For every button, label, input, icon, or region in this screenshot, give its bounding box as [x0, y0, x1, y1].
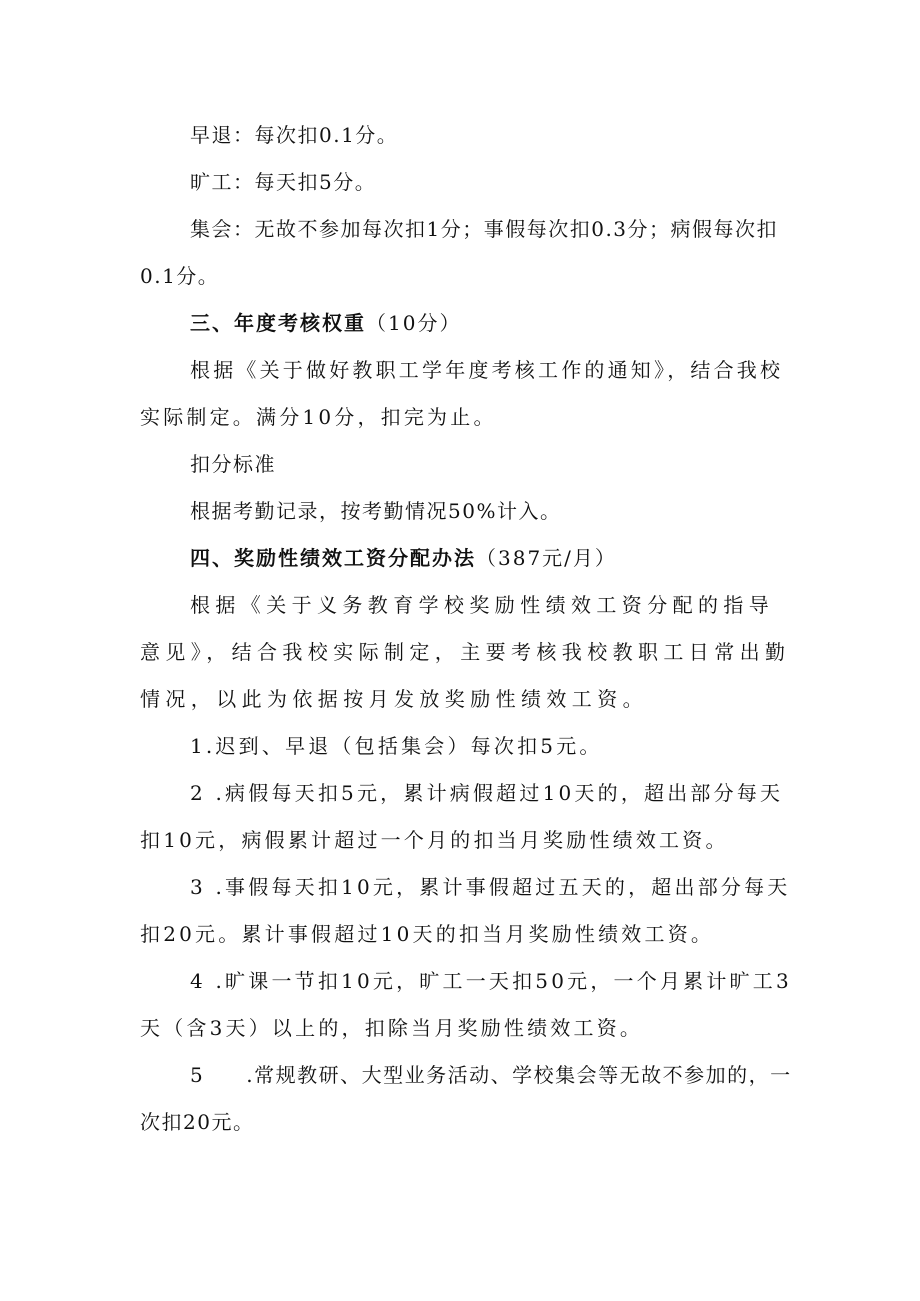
paragraph-absent: 旷工：每天扣5分。 [190, 170, 377, 194]
section-4-heading [140, 535, 792, 582]
section-3-points: （10分） [366, 311, 462, 335]
paragraph-section-3-basis: 根据《关于做好教职工学年度考核工作的通知》，结合我校实际制定。满分10分，扣完为止。 [140, 358, 784, 429]
list-item-4: 4 .旷课一节扣10元，旷工一天扣50元，一个月累计旷工3天（含3天）以上的，扣除当月奖励性绩效工资。 [140, 969, 792, 1040]
paragraph-early-leave: 早退：每次扣0.1分。 [190, 123, 399, 147]
list-item-3: 3 .事假每天扣10元，累计事假超过五天的，超出部分每天扣20元。累计事假超过10天的扣当月奖励性绩效工资。 [140, 875, 791, 946]
section-4-title: 四、奖励性绩效工资分配办法 [190, 546, 476, 570]
list-item-1: 1.迟到、早退（包括集会）每次扣5元。 [190, 734, 603, 758]
paragraph-meeting: 集会：无故不参加每次扣1分；事假每次扣0.3分；病假每次扣0.1分。 [140, 217, 779, 288]
section-3-title: 三、年度考核权重 [190, 311, 366, 335]
list-item-5 [140, 1052, 792, 1146]
list-item-5-text: .常规教研、大型业务活动、学校集会等无故不参加的，一次扣20元。 [140, 1063, 792, 1134]
section-4-amount: （387元/月） [476, 546, 617, 570]
document-body [140, 112, 792, 1146]
list-item-5-number: 5 [190, 1063, 205, 1087]
paragraph-attendance-rule: 根据考勤记录，按考勤情况50%计入。 [190, 499, 562, 523]
paragraph-section-4-basis: 根据《关于义务教育学校奖励性绩效工资分配的指导意见》，结合我校实际制定，主要考核我校教职工日常出勤情况，以此为依据按月发放奖励性绩效工资。 [140, 593, 791, 711]
list-item-2: 2 .病假每天扣5元，累计病假超过10天的，超出部分每天扣10元，病假累计超过一个月的扣当月奖励性绩效工资。 [140, 781, 784, 852]
section-3-heading [140, 300, 792, 347]
paragraph-deduction-standard: 扣分标准 [190, 452, 276, 476]
